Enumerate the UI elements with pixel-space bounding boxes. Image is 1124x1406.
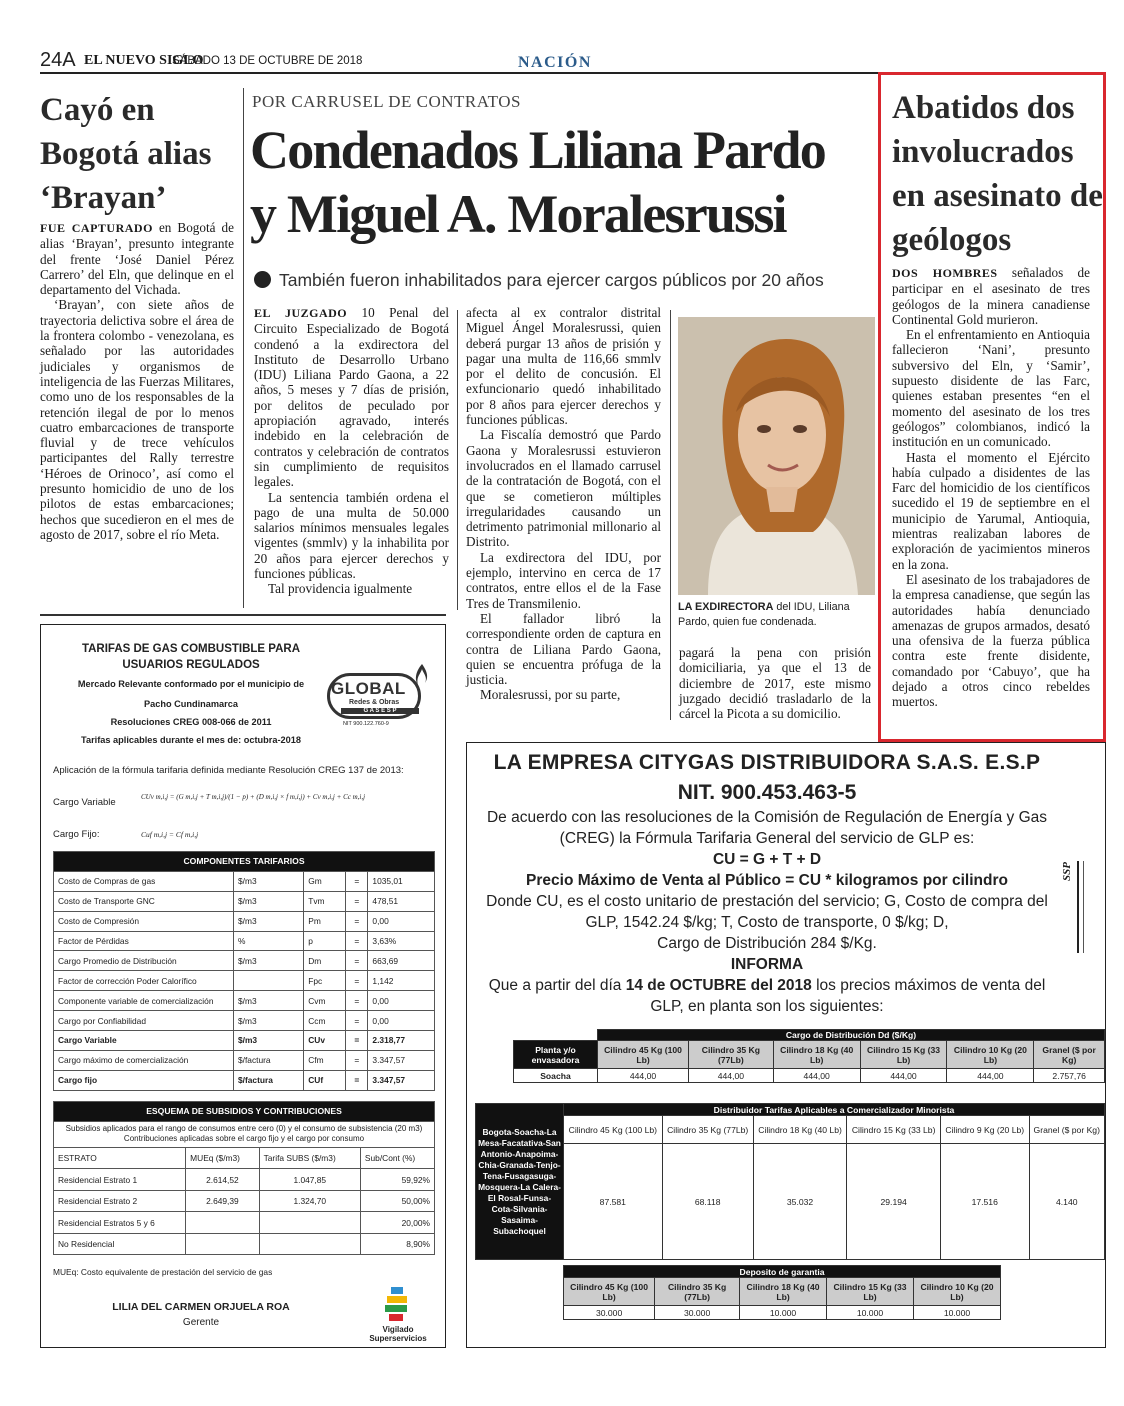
table-row [54, 931, 435, 951]
logo-text: GLOBAL [331, 679, 406, 698]
text-fragment: los precios máximos de venta del [811, 977, 1046, 994]
column-header: Cilindro 9 Kg (20 Lb) [940, 1116, 1029, 1144]
table-cell: 29.194 [847, 1144, 941, 1260]
deposit-table [563, 1265, 1001, 1320]
table-cell: $/m3 [234, 911, 304, 931]
main-story-paragraph: El fallador libró la correspondiente orden de captura en contra de Liliana Pardo Gaona, quien se encuentra prófuga de la justicia. [466, 610, 661, 688]
citygas-text-line: De acuerdo con las resoluciones de la Comisión de Regulación de Energía y Gas [486, 809, 1048, 826]
table-cell: = [346, 931, 368, 951]
superservicios-logo-icon [363, 1285, 433, 1323]
table-cell: $/factura [234, 1050, 304, 1070]
table-cell: Cargo por Confiabilidad [54, 1011, 234, 1031]
table-cell: 444,00 [598, 1069, 689, 1083]
table-row [54, 1190, 435, 1212]
masthead: EL NUEVO SIGLO [84, 53, 204, 68]
table-cell: = [346, 1011, 368, 1031]
table-cell: 10.000 [740, 1306, 827, 1320]
table-row [54, 1169, 435, 1191]
table-row [54, 891, 435, 911]
table-cell: 20,00% [360, 1212, 434, 1234]
headline-line: Condenados Liliana Pardo [250, 120, 825, 180]
table-cell: Ccm [304, 1011, 346, 1031]
table-cell: 663,69 [368, 951, 435, 971]
cargo-variable-label: Cargo Variable [53, 797, 116, 808]
table-cell: Tvm [304, 891, 346, 911]
logo-sub: Redes & Obras [349, 699, 400, 706]
table-title: Cargo de Distribución Dd ($/Kg) [598, 1030, 1105, 1041]
column-divider [457, 310, 458, 610]
global-logo [323, 663, 433, 729]
table-cell: CUv [304, 1031, 346, 1051]
table-row [54, 1212, 435, 1234]
municipalities-list: Bogota-Soacha-La Mesa-Facatativa-San Antonio-Anapoima-Chia-Granada-Tenjo-Tena-Fusagasuga-Mosquera-La Calera-El Rosal-Funsa-Cota-Silvania-Sasaima-Subachoquel [476, 1104, 564, 1260]
table-row [54, 911, 435, 931]
citygas-ad [466, 742, 1106, 1348]
table-cell: = [346, 991, 368, 1011]
table-cell: 8,90% [360, 1233, 434, 1255]
table-cell: Cargo Promedio de Distribución [54, 951, 234, 971]
table-cell: 35.032 [753, 1144, 847, 1260]
main-story-paragraph: pagará la pena con prisión domiciliaria, ya que el 13 de diciembre de 2017, este mismo juzgado decidió trasladarlo de la cárcel la Picota a su domicilio. [679, 645, 871, 722]
table-cell: 30.000 [655, 1306, 740, 1320]
paragraph-text: 10 Penal del Circuito Especializado de Bogotá condenó a la exdirectora del Instituto de Desarrollo Urbano (IDU) Liliana Pardo Gaona, a 22 años, 5 meses y 7 días de prisión, por delitos de peculado por apropiación agravado, interés indebido en la celebración de contratos y celebración de contratos sin cumplimiento de requisitos legales. [254, 305, 449, 490]
table-cell: = [346, 1031, 368, 1051]
table-cell: % [234, 931, 304, 951]
flame-icon [413, 663, 431, 693]
citygas-text-line: (CREG) la Fórmula Tarifaria General del servicio de GLP es: [559, 830, 975, 847]
column-header: Cilindro 15 Kg (33 Lb) [860, 1041, 947, 1069]
table-cell: Factor de corrección Poder Calorífico [54, 971, 234, 991]
main-story-paragraph: Tal providencia igualmente [268, 581, 413, 597]
citygas-text-line: GLP, en planta son los siguientes: [650, 998, 884, 1015]
table-cell: Cvm [304, 991, 346, 1011]
table-cell: Cargo Variable [54, 1031, 234, 1051]
table-cell: Costo de Transporte GNC [54, 891, 234, 911]
table-cell: = [346, 971, 368, 991]
table-cell: 444,00 [689, 1069, 774, 1083]
table-cell: 2.318,77 [368, 1031, 435, 1051]
retail-tariff-table [475, 1103, 1105, 1260]
gas-ad-title [41, 641, 341, 673]
table-cell: Cargo máximo de comercialización [54, 1050, 234, 1070]
right-story-paragraph: En el enfrentamiento en Antioquia fallecieron ‘Nani’, presunto subversivo del Eln, y ‘Samir’, supuesto disidente de las Farc, quienes estaban presentes “en el momento del asesinato de los tres geólogos” colombianos, indicó la institución en un comunicado. [892, 327, 1090, 450]
main-story-headline [250, 118, 880, 246]
column-header: Cilindro 18 Kg (40 Lb) [740, 1278, 827, 1306]
table-cell: $/m3 [234, 1031, 304, 1051]
main-story-paragraph: La exdirectora del IDU, por ejemplo, intervino en cerca de 17 contratos, entre ellos el de la Fase Tres de Transmilenio. [466, 549, 661, 611]
subhead-text: También fueron inhabilitados para ejercer cargos públicos por 20 años [279, 270, 824, 290]
table-cell: 0,00 [368, 1011, 435, 1031]
table-cell: 2.757,76 [1034, 1069, 1105, 1083]
column-header: Cilindro 35 Kg (77Lb) [655, 1278, 740, 1306]
table-row [54, 1050, 435, 1070]
table-cell: 30.000 [564, 1306, 655, 1320]
ssp-bar [1077, 861, 1079, 953]
table-cell: 1,142 [368, 971, 435, 991]
table-cell: Cargo fijo [54, 1070, 234, 1090]
table-row [54, 991, 435, 1011]
liliana-pardo-photo [678, 317, 875, 595]
table-cell [186, 1212, 259, 1234]
cargo-fijo-formula: Cuf m,i,j = Cf m,i,j [141, 830, 199, 839]
left-story-headline: Cayó en Bogotá alias ‘Brayan’ [40, 92, 212, 216]
table-cell: 59,92% [360, 1169, 434, 1191]
column-header: Tarifa SUBS ($/m3) [259, 1147, 360, 1169]
table-cell: 2.649,39 [186, 1190, 259, 1212]
main-story-paragraph [254, 305, 449, 490]
column-header: Cilindro 15 Kg (33 Lb) [847, 1116, 941, 1144]
left-story-body [40, 220, 234, 542]
table-title: Distribuidor Tarifas Aplicables a Comercializador Minorista [564, 1104, 1105, 1116]
main-story-subhead [254, 270, 879, 291]
market-line: Pacho Cundinamarca [144, 699, 238, 709]
left-story-paragraph [40, 220, 234, 297]
market-line: Mercado Relevante conformado por el municipio de [77, 679, 305, 689]
table-cell: = [346, 1050, 368, 1070]
table-cell: 0,00 [368, 991, 435, 1011]
distribution-charge-table [513, 1029, 1105, 1083]
table-cell: Componente variable de comercialización [54, 991, 234, 1011]
signer-name: LILIA DEL CARMEN ORJUELA ROA [112, 1301, 290, 1313]
column-header: Granel ($ por Kg) [1034, 1041, 1105, 1069]
section-divider [40, 614, 446, 616]
table-cell: 4.140 [1029, 1144, 1104, 1260]
table-cell: 1.324,70 [259, 1190, 360, 1212]
table-cell: $/m3 [234, 991, 304, 1011]
applicable-month-line: Tarifas aplicables durante el mes de: octubra-2018 [81, 735, 301, 745]
table-cell: Pm [304, 911, 346, 931]
section-title: NACIÓN [518, 54, 592, 71]
table-cell [234, 971, 304, 991]
subsidies-note: Subsidios aplicados para el rango de consumos entre cero (0) y el consumo de subsistencia (20 m3) Contribuciones aplicadas sobre el cargo fijo y el cargo por consumo [54, 1121, 435, 1147]
table-row [54, 1031, 435, 1051]
signer-title: Gerente [182, 1317, 220, 1328]
citygas-informa: INFORMA [730, 956, 804, 973]
table-cell: 444,00 [773, 1069, 860, 1083]
table-row [54, 951, 435, 971]
right-story-paragraph: El asesinato de los trabajadores de la empresa canadiense, que según las autoridades había denunciado amenazas de grupos armados, desató una ofensiva de la fuerza pública contra este frente disidente, comandado por ‘Cabuyo’, que ha dejado a otros cinco rebeldes muertos. [892, 571, 1090, 710]
lead-caps: FUE CAPTURADO [40, 221, 153, 235]
table-cell: 3,63% [368, 931, 435, 951]
table-cell: 87.581 [564, 1144, 663, 1260]
citygas-text-line: GLP, 1542.24 $/kg; T, Costo de transporte, 0 $/kg; D, [585, 914, 949, 931]
ssp-text: SSP [1061, 862, 1073, 881]
column-header: Granel ($ por Kg) [1029, 1116, 1104, 1144]
column-header: Cilindro 15 Kg (33 Lb) [827, 1278, 914, 1306]
column-header: Cilindro 18 Kg (40 Lb) [753, 1116, 847, 1144]
table-cell: 3.347,57 [368, 1070, 435, 1090]
table-cell: 17.516 [940, 1144, 1029, 1260]
column-header: Cilindro 35 Kg (77Lb) [689, 1041, 774, 1069]
table-cell: 478,51 [368, 891, 435, 911]
row-header: Planta y/o envasadora [514, 1041, 598, 1069]
table-cell: No Residencial [54, 1233, 186, 1255]
table-row [54, 871, 435, 891]
table-cell: Gm [304, 871, 346, 891]
column-header: Cilindro 45 Kg (100 Lb) [598, 1041, 689, 1069]
table-title: Deposito de garantia [564, 1266, 1001, 1278]
table-cell: 50,00% [360, 1190, 434, 1212]
right-story-paragraph [892, 265, 1090, 327]
table-cell: Costo de Compras de gas [54, 871, 234, 891]
table-cell: $/m3 [234, 951, 304, 971]
main-story-kicker: POR CARRUSEL DE CONTRATOS [252, 92, 521, 111]
table-cell: = [346, 891, 368, 911]
table-cell: = [346, 871, 368, 891]
main-story-paragraph: La sentencia también ordena el pago de una multa de 50.000 salarios mínimos mensuales legales vigentes (smmlv) y la inhabilita por 20 años para ejercer derechos y funciones públicas. [254, 489, 449, 582]
ssp-mark [1061, 853, 1097, 957]
table-cell: 1035,01 [368, 871, 435, 891]
main-story-column-1 [254, 305, 449, 597]
table-cell: 10.000 [827, 1306, 914, 1320]
table-cell [259, 1233, 360, 1255]
citygas-nit: NIT. 900.453.463-5 [677, 781, 857, 804]
left-story-paragraph: ‘Brayan’, con siete años de trayectoria delictiva sobre el área de la frontera colombo - venezolana, es señalado por las autoridades judiciales y organismos de inteligencia de las Fuerzas Militares, como uno de los responsables de la retención ilegal de por lo menos cuatro embarcaciones de transporte fluvial y de trece vehículos participantes del Rally terrestre ‘Héroes de Orinoco’, así como el presunto homicidio de uno de los pilotos de estas embarcaciones; hechos que sucedieron en el mes de agosto de 2017, sobre el río Meta. [40, 297, 234, 542]
citygas-title: LA EMPRESA CITYGAS DISTRIBUIDORA S.A.S. E.S.P [493, 751, 1041, 774]
column-header: Sub/Cont (%) [360, 1147, 434, 1169]
cargo-variable-formula: CUv m,i,j = (G m,i,j + T m,i,j)/(1 − p) + (D m,i,j × f m,i,j) + Cv m,i,j + Cc m,i,j [141, 793, 366, 801]
citygas-text-line: Cargo de Distribución 284 $/Kg. [657, 935, 877, 952]
table-cell: $/m3 [234, 871, 304, 891]
mueq-footnote: MUEq: Costo equivalente de prestación del servicio de gas [53, 1267, 273, 1277]
citygas-formula: CU = G + T + D [712, 851, 822, 868]
column-header: Cilindro 10 Kg (20 Lb) [913, 1278, 1000, 1306]
table-cell: Dm [304, 951, 346, 971]
table-cell: CUf [304, 1070, 346, 1090]
table-row [54, 1233, 435, 1255]
caption-caps: LA EXDIRECTORA [678, 601, 774, 613]
table-title: COMPONENTES TARIFARIOS [54, 852, 435, 872]
table-cell [259, 1212, 360, 1234]
table-cell: $/m3 [234, 891, 304, 911]
headline-line: y Miguel A. Moralesrussi [250, 184, 786, 244]
table-cell: Factor de Pérdidas [54, 931, 234, 951]
superservicios-seal [363, 1285, 433, 1345]
citygas-effective-date [467, 975, 1067, 996]
formula-intro: Aplicación de la fórmula tarifaria definida mediante Resolución CREG 137 de 2013: [53, 765, 404, 776]
table-cell: = [346, 1070, 368, 1090]
subsidies-table [53, 1101, 435, 1255]
table-cell: 1.047,85 [259, 1169, 360, 1191]
cargo-fijo-label: Cargo Fijo: [53, 829, 100, 840]
logo-tag: G A S E S P [341, 708, 419, 714]
table-cell: Residencial Estrato 2 [54, 1190, 186, 1212]
main-story-column-3 [679, 645, 871, 721]
table-cell: 444,00 [860, 1069, 947, 1083]
resolutions-line: Resoluciones CREG 008-066 de 2011 [110, 717, 272, 727]
vigilado-line: Vigilado [382, 1325, 414, 1334]
photo-caption [678, 600, 873, 630]
table-cell: Fpc [304, 971, 346, 991]
gas-tariff-ad [40, 624, 446, 1348]
right-story-headline: Abatidos dos involucrados en asesinato de geólogos [892, 90, 1103, 258]
vigilado-text [363, 1325, 433, 1343]
table-cell: Residencial Estratos 5 y 6 [54, 1212, 186, 1234]
main-story-paragraph: La Fiscalía demostró que Pardo Gaona y Moralesrussi estuvieron involucrados en el llamado carrusel de la contratación de Bogotá, con el que se cometieron múltiples irregularidades causando un detrimento patrimonial millonario al Distrito. [466, 427, 661, 550]
table-cell: = [346, 911, 368, 931]
paragraph-text: señalados de participar en el asesinato de tres geólogos de la minera canadiense Continental Gold murieron. [892, 265, 1091, 327]
bullet-icon [254, 271, 271, 288]
table-cell: 68.118 [662, 1144, 753, 1260]
gas-ad-title-line: TARIFAS DE GAS COMBUSTIBLE PARA [81, 643, 301, 655]
paragraph-text: en Bogotá de alias ‘Brayan’, presunto integrante del frente ‘José Daniel Pérez Carrero’ del Eln, que delinque en el departamento del Vichada. [40, 220, 234, 298]
citygas-max-price: Precio Máximo de Venta al Público = CU * kilogramos por cilindro [526, 872, 1008, 889]
table-cell: 2.614,52 [186, 1169, 259, 1191]
lead-caps: DOS HOMBRES [892, 266, 998, 280]
gas-ad-title-line: USUARIOS REGULADOS [122, 659, 260, 671]
column-header: MUEq ($/m3) [186, 1147, 259, 1169]
table-cell: 0,00 [368, 911, 435, 931]
table-cell: 444,00 [947, 1069, 1034, 1083]
table-cell: Residencial Estrato 1 [54, 1169, 186, 1191]
text-fragment: Que a partir del día [488, 977, 626, 994]
column-header: Cilindro 45 Kg (100 Lb) [564, 1278, 655, 1306]
issue-date: SÁBADO 13 DE OCTUBRE DE 2018 [172, 55, 363, 67]
column-divider [243, 88, 244, 608]
ssp-bar [1083, 861, 1084, 953]
column-header: Cilindro 35 Kg (77Lb) [662, 1116, 753, 1144]
effective-date: 14 de OCTUBRE del 2018 [625, 977, 812, 994]
table-title: ESQUEMA DE SUBSIDIOS Y CONTRIBUCIONES [54, 1102, 435, 1122]
column-header: ESTRATO [54, 1147, 186, 1169]
table-cell [186, 1233, 259, 1255]
right-story-body [892, 265, 1090, 710]
row-label: Soacha [514, 1069, 598, 1083]
portrait-illustration [678, 317, 875, 595]
page-number: 24A [40, 49, 76, 71]
tariff-components-table [53, 851, 435, 1091]
table-cell: $/factura [234, 1070, 304, 1090]
table-cell: $/m3 [234, 1011, 304, 1031]
table-cell: p [304, 931, 346, 951]
vigilado-line: Superservicios [369, 1334, 427, 1343]
logo-nit: NIT 900.122.760-9 [343, 721, 389, 727]
table-cell: = [346, 951, 368, 971]
table-row [54, 1070, 435, 1090]
lead-caps: EL JUZGADO [254, 306, 348, 320]
table-cell: 3.347,57 [368, 1050, 435, 1070]
column-divider [670, 310, 671, 720]
column-header: Cilindro 18 Kg (40 Lb) [773, 1041, 860, 1069]
table-cell: Cfm [304, 1050, 346, 1070]
caption-text: del IDU, Liliana Pardo, quien fue condenada. [678, 601, 850, 628]
column-header: Cilindro 45 Kg (100 Lb) [564, 1116, 663, 1144]
table-cell: 10.000 [913, 1306, 1000, 1320]
main-story-column-2 [466, 305, 661, 703]
right-story-paragraph: Hasta el momento el Ejército había culpado a disidentes de las Farc del homicidio de los científicos sucedido el 19 de septiembre en el municipio de Yarumal, Antioquia, mientras realizaban labores de exploración de yacimientos mineros en la zona. [892, 449, 1090, 572]
column-header: Cilindro 10 Kg (20 Lb) [947, 1041, 1034, 1069]
table-cell: Costo de Compresión [54, 911, 234, 931]
main-story-paragraph: afecta al ex contralor distrital Miguel Ángel Moralesrussi, quien deberá purgar 13 años de prisión y pagar una multa de 116,66 smmlv por el delito de concusión. El exfuncionario quedó inhabilitado por 8 años para ejercer derechos y funciones públicas. [466, 305, 661, 428]
citygas-text-line: Donde CU, es el costo unitario de prestación del servicio; G, Costo de compra del [486, 893, 1048, 910]
table-row [54, 971, 435, 991]
main-story-paragraph: Moralesrussi, por su parte, [480, 687, 621, 703]
table-row [54, 1011, 435, 1031]
